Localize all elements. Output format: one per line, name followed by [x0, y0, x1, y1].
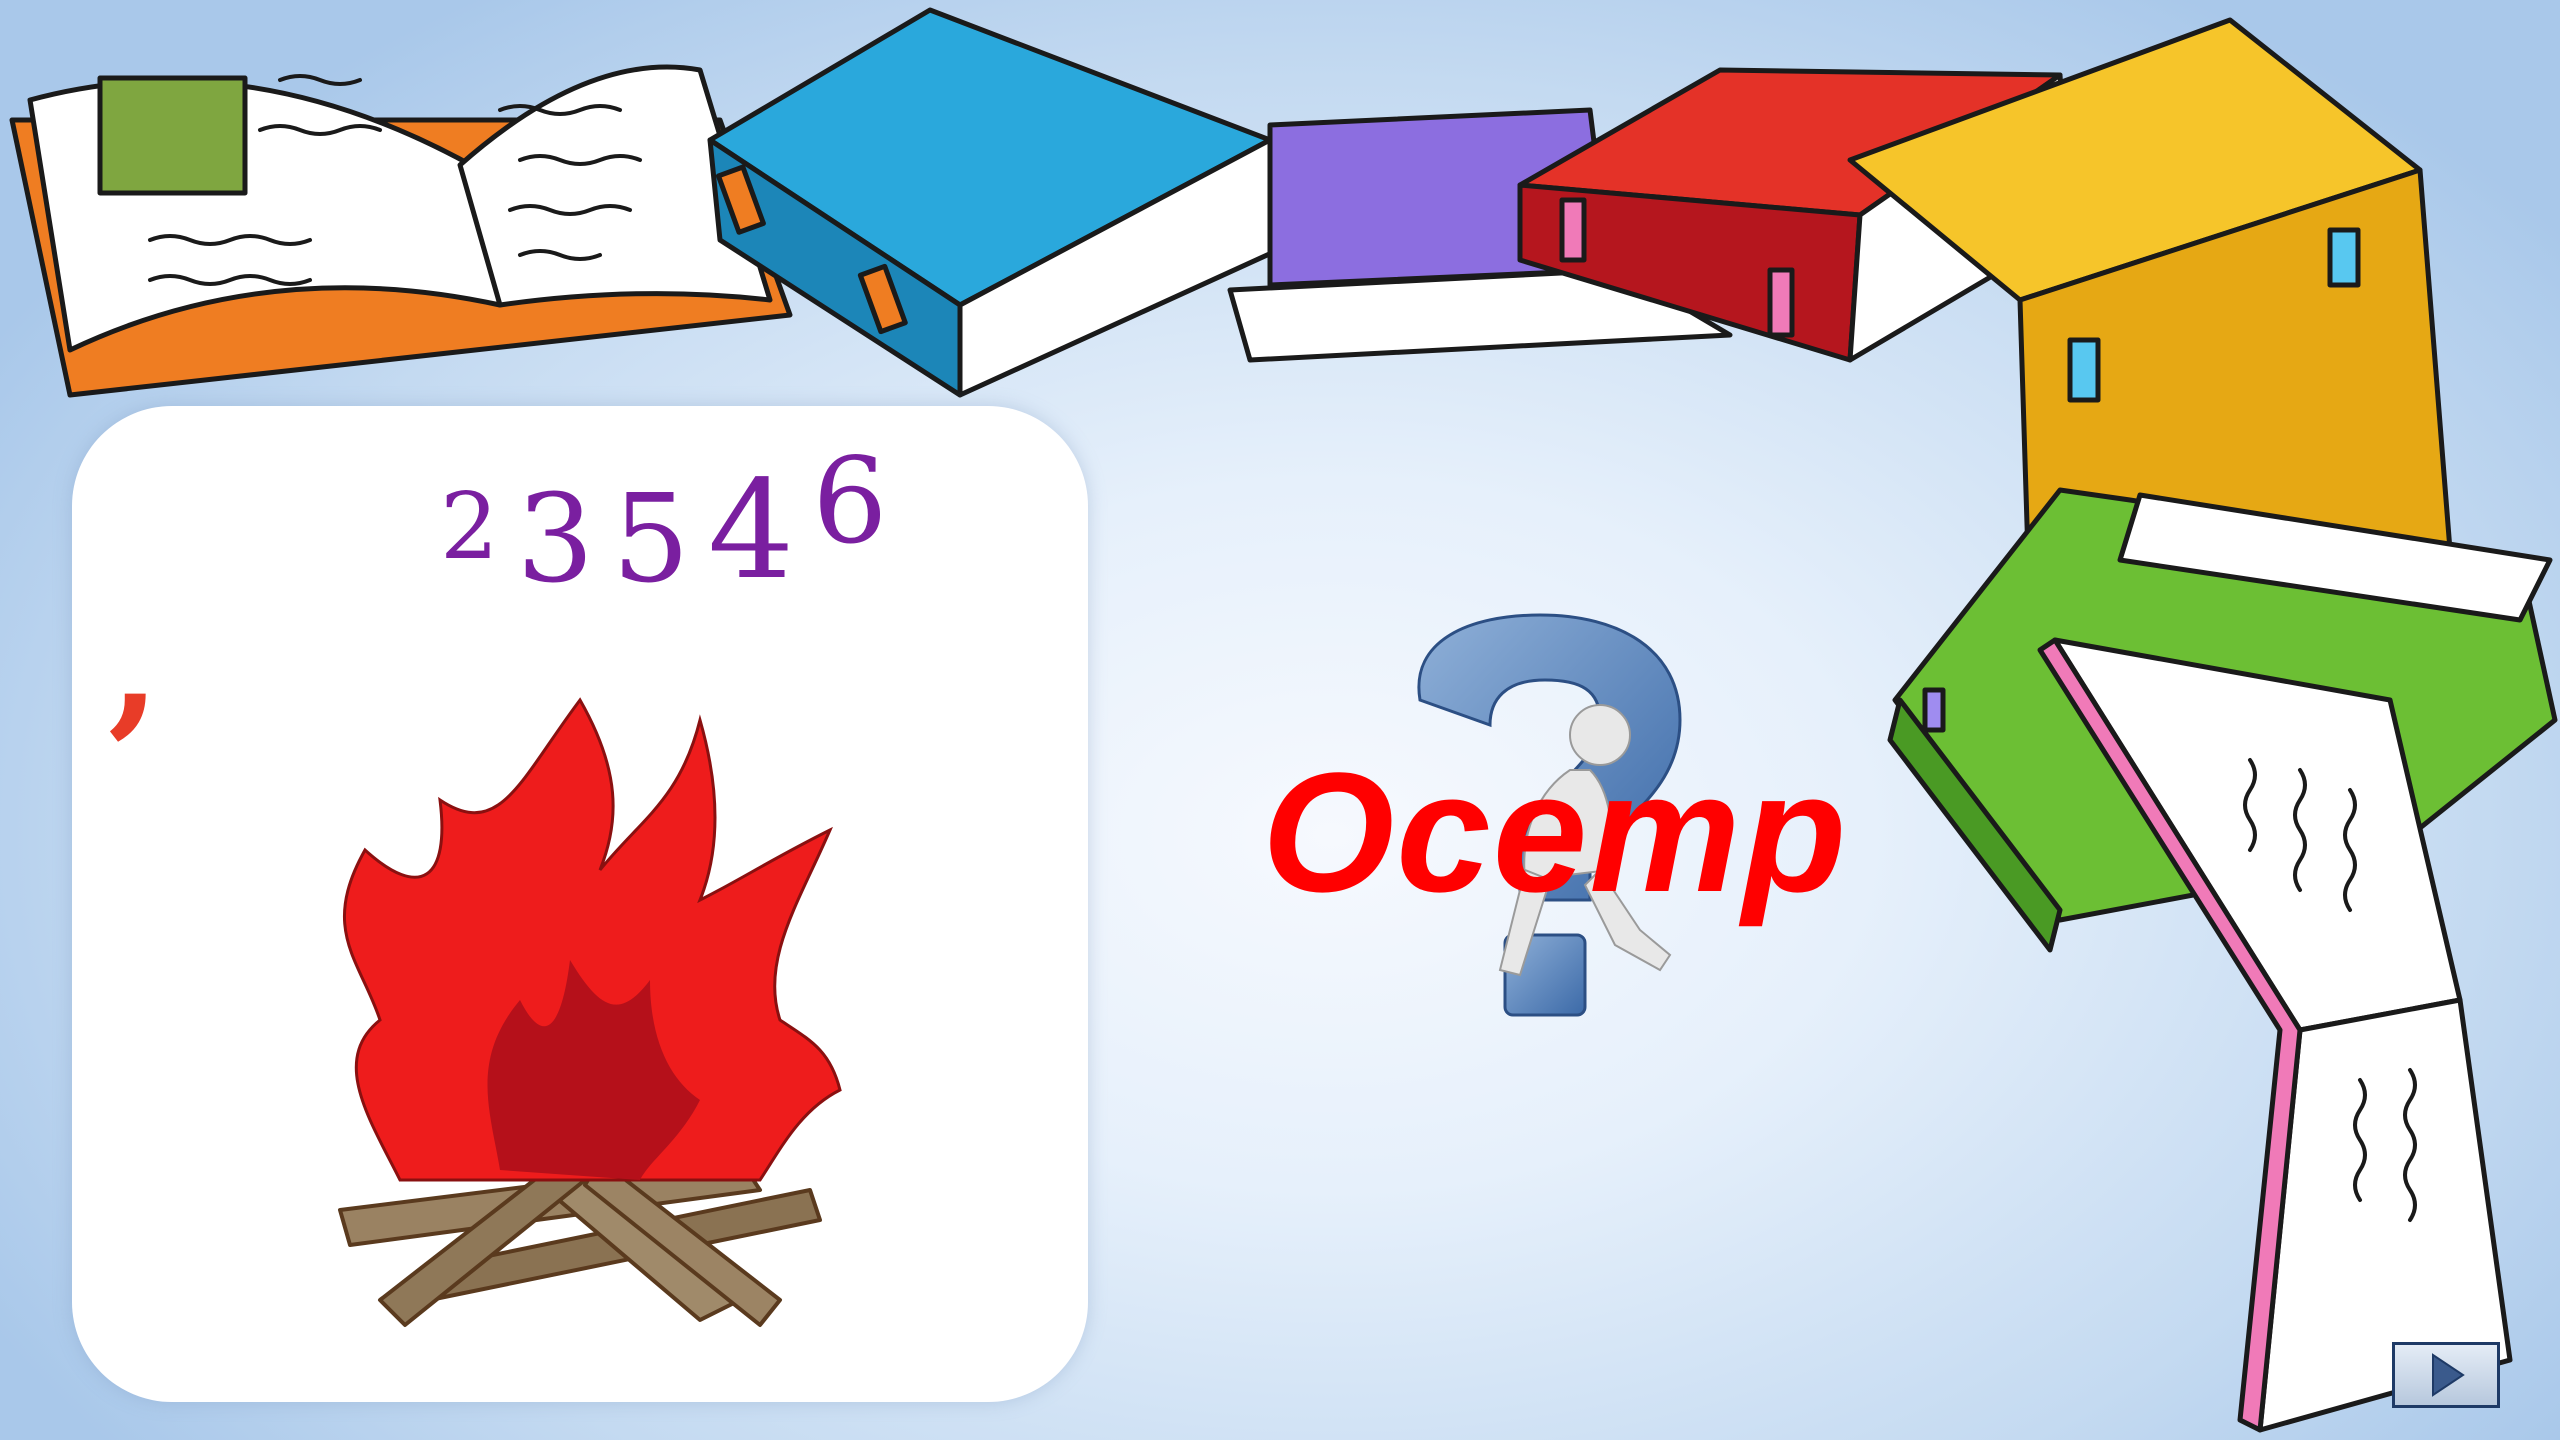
rebus-digit: 5: [612, 468, 690, 610]
next-slide-button[interactable]: [2392, 1342, 2500, 1408]
rebus-digit: 2: [440, 473, 499, 580]
rebus-comma: ,: [108, 577, 161, 753]
play-triangle-icon: [2395, 1345, 2497, 1405]
rebus-digit: 4: [707, 452, 795, 610]
rebus-digit: 6: [812, 432, 888, 570]
answer-word: Осетр: [1262, 738, 1849, 928]
rebus-digit: 3: [516, 468, 595, 610]
